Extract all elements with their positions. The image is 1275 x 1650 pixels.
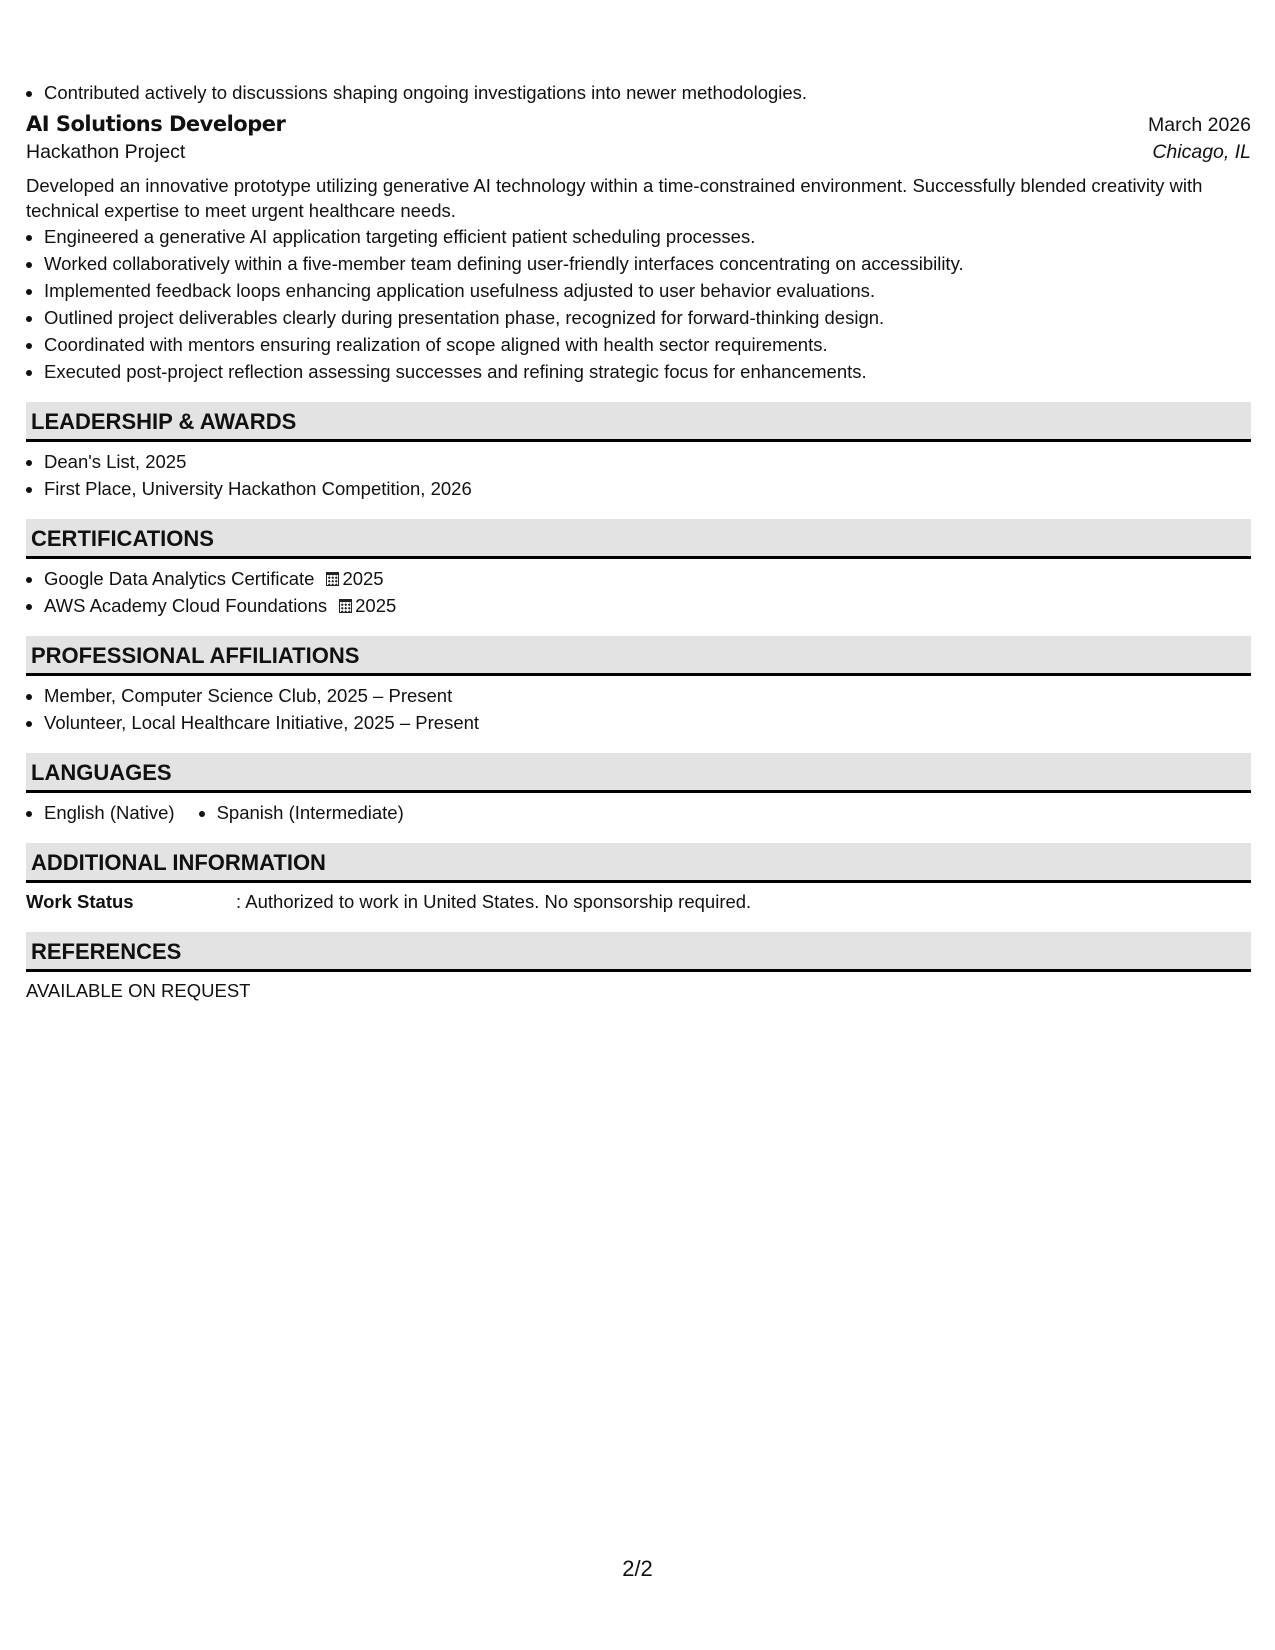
certification-year: 2025 <box>355 595 397 616</box>
certification-name: Google Data Analytics Certificate <box>44 568 315 589</box>
certification-item <box>44 565 1251 592</box>
affiliations-section <box>26 636 1251 736</box>
certification-year: 2025 <box>342 568 384 589</box>
resume-page <box>26 79 1251 1004</box>
list-item: • Contributed actively to discussions shaping ongoing investigations into newer methodologies. <box>44 79 1251 106</box>
list-item: • First Place, University Hackathon Competition, 2026 <box>44 475 1251 502</box>
list-item: • Member, Computer Science Club, 2025 – Present <box>44 682 1251 709</box>
list-item: • Engineered a generative AI application targeting efficient patient scheduling processes. <box>44 223 1251 250</box>
list-item: • Dean's List, 2025 <box>44 448 1251 475</box>
list-item: • Implemented feedback loops enhancing application usefulness adjusted to user behavior evaluations. <box>44 277 1251 304</box>
page-number: 2/2 <box>622 1556 653 1581</box>
work-status-label: Work Status <box>26 891 134 912</box>
certification-name: AWS Academy Cloud Foundations <box>44 595 328 616</box>
references-section <box>26 932 1251 1004</box>
leadership-section <box>26 402 1251 502</box>
language-item: • Spanish (Intermediate) <box>217 799 404 826</box>
references-text: AVAILABLE ON REQUEST <box>26 980 251 1001</box>
list-item: • Worked collaboratively within a five-member team defining user-friendly interfaces concentrating on accessibility. <box>44 250 1251 277</box>
list-item: • Coordinated with mentors ensuring realization of scope aligned with health sector requirements. <box>44 331 1251 358</box>
previous-job-bullets <box>26 79 1251 106</box>
languages-section <box>26 753 1251 826</box>
section-heading: CERTIFICATIONS <box>26 519 1251 559</box>
section-heading: ADDITIONAL INFORMATION <box>26 843 1251 883</box>
certifications-section <box>26 519 1251 619</box>
work-status-value: : Authorized to work in United States. No sponsorship required. <box>236 891 752 912</box>
job-title: AI Solutions Developer <box>26 112 286 136</box>
calendar-icon <box>339 599 352 613</box>
list-item: • Outlined project deliverables clearly during presentation phase, recognized for forward-thinking design. <box>44 304 1251 331</box>
job-location: Chicago, IL <box>1152 141 1251 163</box>
additional-info-section <box>26 843 1251 915</box>
certification-item <box>44 592 1251 619</box>
job-date: March 2026 <box>1148 114 1251 136</box>
section-heading: LANGUAGES <box>26 753 1251 793</box>
section-heading: REFERENCES <box>26 932 1251 972</box>
section-heading: LEADERSHIP & AWARDS <box>26 402 1251 442</box>
job-organization: Hackathon Project <box>26 141 186 163</box>
job-entry <box>26 112 1251 385</box>
job-description: Developed an innovative prototype utilizing generative AI technology within a time-constrained environment. Successfully blended creativity with technical expertise to meet urgent healthcare needs. <box>26 175 1203 221</box>
list-item: • Executed post-project reflection assessing successes and refining strategic focus for enhancements. <box>44 358 1251 385</box>
job-bullets <box>26 223 1251 385</box>
section-heading: PROFESSIONAL AFFILIATIONS <box>26 636 1251 676</box>
list-item: • Volunteer, Local Healthcare Initiative, 2025 – Present <box>44 709 1251 736</box>
calendar-icon <box>326 572 339 586</box>
language-item: • English (Native) <box>44 799 175 826</box>
